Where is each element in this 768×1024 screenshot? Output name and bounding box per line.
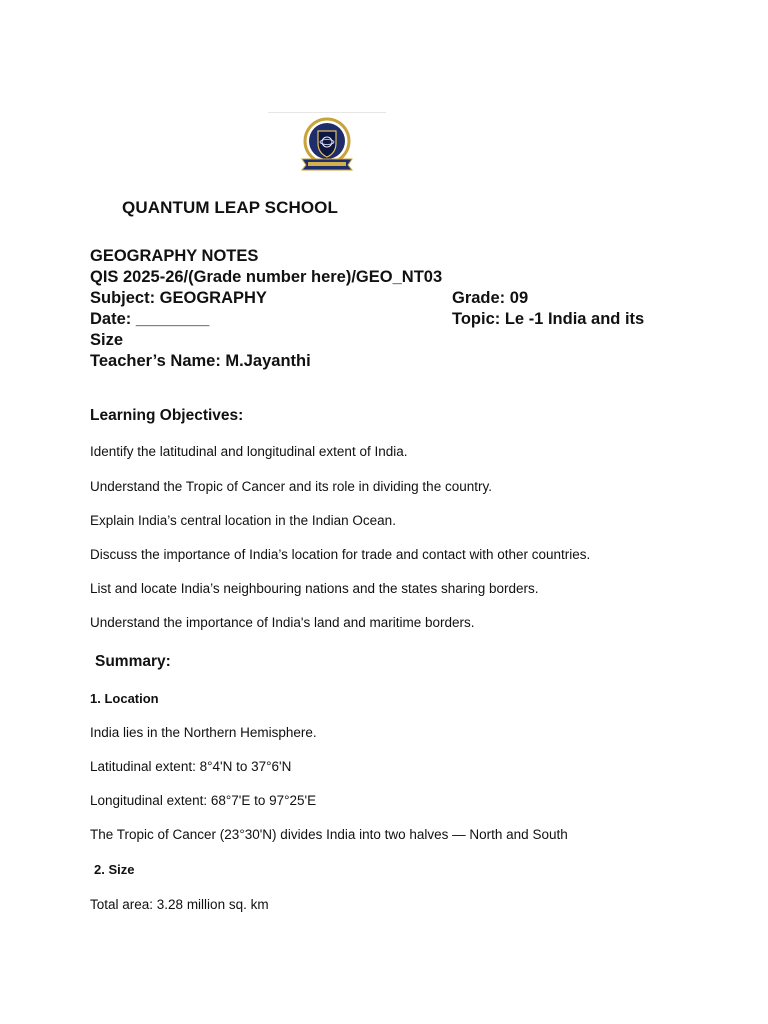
teacher-name: Teacher’s Name: M.Jayanthi [90,352,311,370]
summary-item: India lies in the Northern Hemisphere. [90,725,317,740]
objective-item: Understand the importance of India's land and maritime borders. [90,615,475,630]
summary-item: Longitudinal extent: 68°7'E to 97°25'E [90,793,317,808]
size-heading: 2. Size [94,862,135,877]
notes-title: GEOGRAPHY NOTES [90,247,259,265]
learning-objectives-heading: Learning Objectives: [90,407,244,424]
summary-item: Latitudinal extent: 8°4'N to 37°6'N [90,759,292,774]
summary-item: Total area: 3.28 million sq. km [90,897,269,912]
summary-item: The Tropic of Cancer (23°30'N) divides India into two halves — North and South [90,827,568,842]
school-logo [268,112,386,173]
school-name: QUANTUM LEAP SCHOOL [122,198,338,217]
school-crest-icon [268,113,386,173]
objective-item: List and locate India’s neighbouring nations and the states sharing borders. [90,581,539,596]
location-heading: 1. Location [90,691,159,706]
date-field: Date: ________ [90,310,210,328]
topic-field: Topic: Le -1 India and its [452,310,645,328]
objective-item: Identify the latitudinal and longitudinal extent of India. [90,444,408,459]
grade-field: Grade: 09 [452,289,529,307]
document-code: QIS 2025-26/(Grade number here)/GEO_NT03 [90,268,443,286]
summary-heading: Summary: [95,653,171,670]
objective-item: Explain India’s central location in the Indian Ocean. [90,513,396,528]
objective-item: Understand the Tropic of Cancer and its role in dividing the country. [90,479,492,494]
objective-item: Discuss the importance of India’s location for trade and contact with other countries. [90,547,591,562]
topic-field-continued: Size [90,331,124,349]
subject-field: Subject: GEOGRAPHY [90,289,267,307]
